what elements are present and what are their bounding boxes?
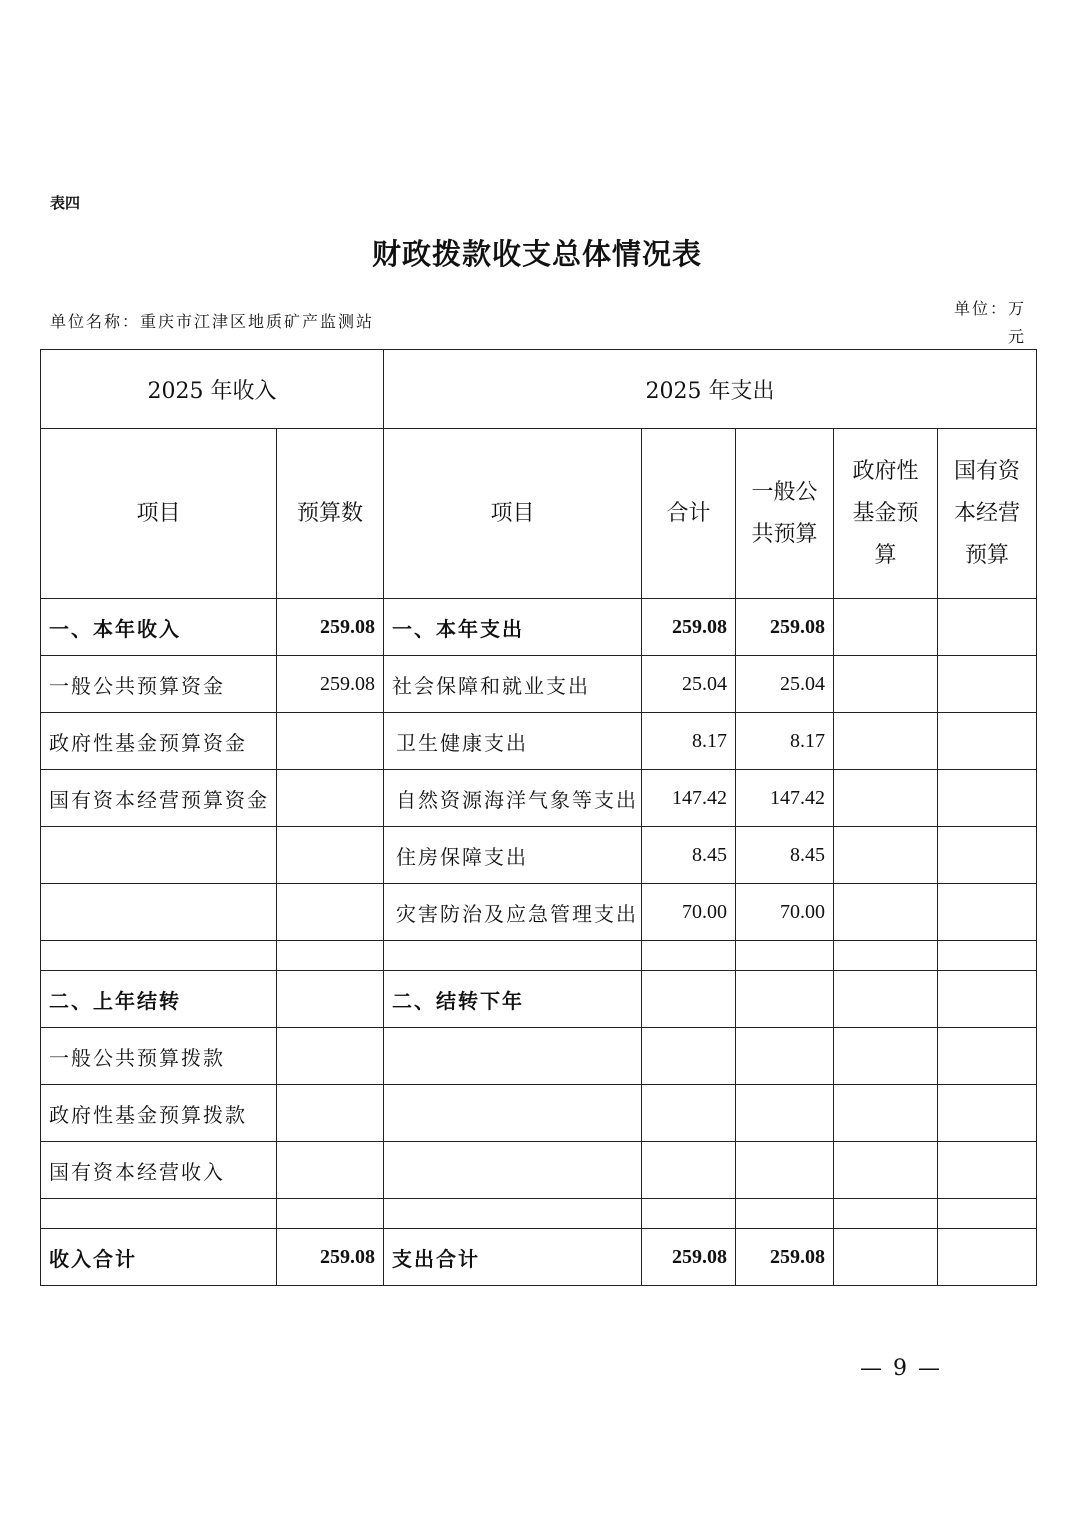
general-budget-header: 一般公共预算 xyxy=(751,479,818,547)
header-row-groups xyxy=(41,350,1037,429)
income-value xyxy=(277,941,384,971)
state-capital-value xyxy=(938,884,1037,941)
state-capital-value xyxy=(938,827,1037,884)
fund-value xyxy=(834,1085,938,1142)
general-value xyxy=(736,1028,834,1085)
income-item: 政府性基金预算资金 xyxy=(41,713,277,770)
fiscal-table xyxy=(40,349,1037,1286)
fund-value xyxy=(834,884,938,941)
general-value: 8.17 xyxy=(736,713,834,770)
fund-value xyxy=(834,656,938,713)
fund-value xyxy=(834,713,938,770)
expense-item: 一、本年支出 xyxy=(384,599,642,656)
fund-budget-header: 政府性基金预算 xyxy=(852,458,919,568)
total-value: 147.42 xyxy=(642,770,736,827)
income-item: 一般公共预算拨款 xyxy=(41,1028,277,1085)
total-value: 259.08 xyxy=(642,599,736,656)
expense-item-header: 项目 xyxy=(384,429,642,599)
total-value: 8.17 xyxy=(642,713,736,770)
income-item: 国有资本经营预算资金 xyxy=(41,770,277,827)
income-value xyxy=(277,971,384,1028)
expense-group-header: 2025 年支出 xyxy=(384,350,1037,429)
table-row-spacer xyxy=(41,1199,1037,1229)
state-capital-value xyxy=(938,1085,1037,1142)
income-total-value: 259.08 xyxy=(277,1229,384,1286)
unit-name: 单位名称：重庆市江津区地质矿产监测站 xyxy=(50,312,375,331)
state-capital-value xyxy=(938,1142,1037,1199)
table-row xyxy=(41,770,1037,827)
table-row xyxy=(41,1085,1037,1142)
state-capital-value xyxy=(938,713,1037,770)
table-row xyxy=(41,827,1037,884)
income-item-header: 项目 xyxy=(41,429,277,599)
income-group-header: 2025 年收入 xyxy=(41,350,384,429)
totals-row xyxy=(41,1229,1037,1286)
expense-item: 二、结转下年 xyxy=(384,971,642,1028)
expense-item xyxy=(384,941,642,971)
table-row-spacer xyxy=(41,941,1037,971)
fund-value xyxy=(834,1229,938,1286)
income-item xyxy=(41,884,277,941)
income-value xyxy=(277,827,384,884)
expense-item xyxy=(384,1028,642,1085)
income-value: 259.08 xyxy=(277,599,384,656)
state-capital-value xyxy=(938,1229,1037,1286)
total-value xyxy=(642,1028,736,1085)
total-value xyxy=(642,971,736,1028)
income-value: 259.08 xyxy=(277,656,384,713)
income-value xyxy=(277,1085,384,1142)
table-row xyxy=(41,656,1037,713)
income-value xyxy=(277,884,384,941)
fund-value xyxy=(834,599,938,656)
income-value xyxy=(277,1142,384,1199)
fund-value xyxy=(834,1199,938,1229)
fund-value xyxy=(834,941,938,971)
state-capital-value xyxy=(938,941,1037,971)
general-value xyxy=(736,1142,834,1199)
general-value xyxy=(736,941,834,971)
unit-label: 单位：万元 xyxy=(953,299,1026,346)
income-item: 二、上年结转 xyxy=(41,971,277,1028)
income-budget-header: 预算数 xyxy=(277,429,384,599)
income-value xyxy=(277,770,384,827)
total-header: 合计 xyxy=(642,429,736,599)
income-item: 一般公共预算资金 xyxy=(41,656,277,713)
expense-item xyxy=(384,1142,642,1199)
state-capital-value xyxy=(938,656,1037,713)
expense-item xyxy=(384,1199,642,1229)
income-item xyxy=(41,827,277,884)
state-capital-header: 国有资本经营预算 xyxy=(954,458,1021,568)
expense-item: 住房保障支出 xyxy=(384,827,642,884)
expense-item xyxy=(384,1085,642,1142)
total-value xyxy=(642,1199,736,1229)
expense-item: 自然资源海洋气象等支出 xyxy=(384,770,642,827)
total-value: 8.45 xyxy=(642,827,736,884)
fund-value xyxy=(834,971,938,1028)
total-value xyxy=(642,941,736,971)
fund-value xyxy=(834,1142,938,1199)
state-capital-value xyxy=(938,599,1037,656)
general-value: 147.42 xyxy=(736,770,834,827)
general-value: 8.45 xyxy=(736,827,834,884)
state-capital-value xyxy=(938,971,1037,1028)
expense-item: 灾害防治及应急管理支出 xyxy=(384,884,642,941)
table-row xyxy=(41,884,1037,941)
total-value xyxy=(642,1142,736,1199)
general-value xyxy=(736,971,834,1028)
table-row xyxy=(41,713,1037,770)
income-value xyxy=(277,1199,384,1229)
total-value xyxy=(642,1085,736,1142)
total-value: 25.04 xyxy=(642,656,736,713)
table-row xyxy=(41,1142,1037,1199)
income-item: 国有资本经营收入 xyxy=(41,1142,277,1199)
income-item xyxy=(41,1199,277,1229)
income-item: 政府性基金预算拨款 xyxy=(41,1085,277,1142)
general-value xyxy=(736,1085,834,1142)
state-capital-value xyxy=(938,1028,1037,1085)
fund-value xyxy=(834,827,938,884)
total-value: 70.00 xyxy=(642,884,736,941)
income-value xyxy=(277,713,384,770)
income-item xyxy=(41,941,277,971)
page-title: 财政拨款收支总体情况表 xyxy=(371,237,702,271)
income-item: 一、本年收入 xyxy=(41,599,277,656)
general-value: 70.00 xyxy=(736,884,834,941)
general-value xyxy=(736,1199,834,1229)
general-value: 25.04 xyxy=(736,656,834,713)
expense-total-label: 支出合计 xyxy=(384,1229,642,1286)
fund-value xyxy=(834,1028,938,1085)
table-label: 表四 xyxy=(50,194,81,212)
state-capital-value xyxy=(938,1199,1037,1229)
income-value xyxy=(277,1028,384,1085)
page-number: — 9 — xyxy=(860,1356,942,1381)
expense-item: 卫生健康支出 xyxy=(384,713,642,770)
state-capital-value xyxy=(938,770,1037,827)
table-row xyxy=(41,971,1037,1028)
income-total-label: 收入合计 xyxy=(41,1229,277,1286)
table-row xyxy=(41,599,1037,656)
fund-value xyxy=(834,770,938,827)
expense-item: 社会保障和就业支出 xyxy=(384,656,642,713)
general-value: 259.08 xyxy=(736,1229,834,1286)
table-row xyxy=(41,1028,1037,1085)
header-row-columns xyxy=(41,429,1037,599)
total-value: 259.08 xyxy=(642,1229,736,1286)
general-value: 259.08 xyxy=(736,599,834,656)
